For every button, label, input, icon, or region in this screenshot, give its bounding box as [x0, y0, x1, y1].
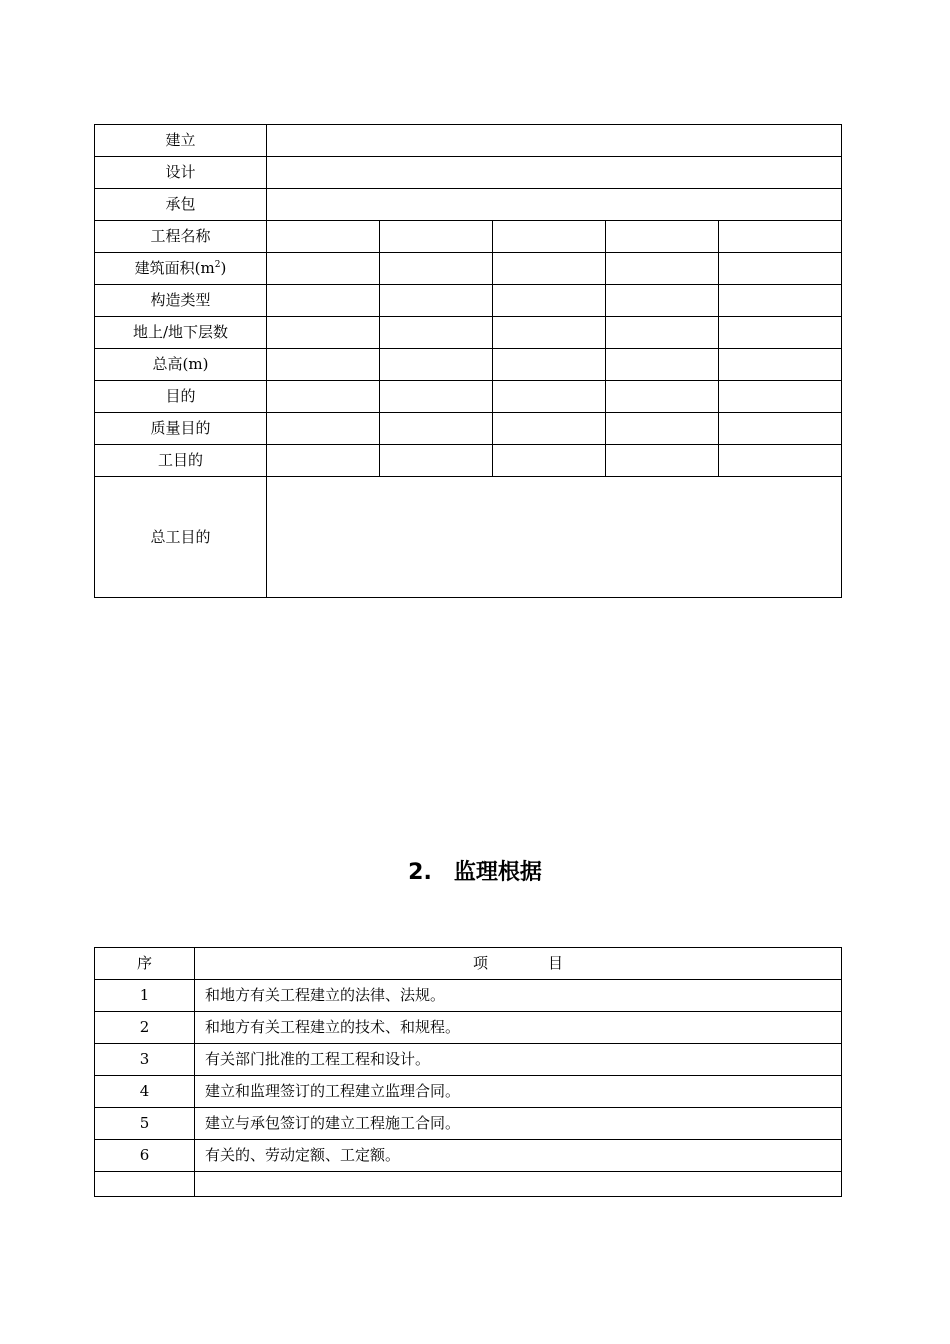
value-contractor[interactable]: [267, 189, 842, 221]
cell[interactable]: [493, 285, 606, 317]
cell[interactable]: [719, 349, 842, 381]
table-row: [95, 1140, 842, 1172]
cell[interactable]: [380, 445, 493, 477]
cell[interactable]: [493, 445, 606, 477]
cell[interactable]: [606, 445, 719, 477]
floor-area-suffix: ): [220, 259, 227, 277]
cell[interactable]: [719, 445, 842, 477]
row-client: [95, 125, 842, 157]
cell[interactable]: [606, 253, 719, 285]
row-design: [95, 157, 842, 189]
cell[interactable]: [493, 413, 606, 445]
floor-area-sup: 2: [214, 260, 221, 270]
cell[interactable]: [493, 349, 606, 381]
row-structure-type: [95, 285, 842, 317]
row-seq: 4: [95, 1076, 195, 1108]
row-seq: 1: [95, 980, 195, 1012]
header-item-b: 目: [548, 954, 564, 972]
project-info-table: [94, 124, 842, 598]
cell[interactable]: [719, 381, 842, 413]
label-overall-schedule-target: 总工目的: [95, 477, 267, 598]
label-target: 目的: [95, 381, 267, 413]
table-row: [95, 1012, 842, 1044]
label-total-height: 总高(m): [95, 349, 267, 381]
cell[interactable]: [380, 317, 493, 349]
cell[interactable]: [267, 445, 380, 477]
label-floors: 地上/地下层数: [95, 317, 267, 349]
row-total-height: [95, 349, 842, 381]
floor-area-text: 建筑面积(m: [134, 259, 215, 277]
row-text: 和地方有关工程建立的法律、法规。: [195, 980, 842, 1012]
row-overall-schedule-target: [95, 477, 842, 598]
cell[interactable]: [719, 413, 842, 445]
cell[interactable]: [719, 253, 842, 285]
cell[interactable]: [380, 349, 493, 381]
header-seq: 序: [95, 948, 195, 980]
header-item-a: 项: [472, 954, 488, 972]
cell[interactable]: [493, 253, 606, 285]
label-quality-target: 质量目的: [95, 413, 267, 445]
label-floor-area: [95, 253, 267, 285]
table-row: [95, 1044, 842, 1076]
cell[interactable]: [267, 285, 380, 317]
section-title: 监理根据: [453, 860, 542, 885]
table-row: [95, 1108, 842, 1140]
label-contractor: 承包: [95, 189, 267, 221]
cell[interactable]: [606, 349, 719, 381]
row-floor-area: [95, 253, 842, 285]
cell[interactable]: [606, 317, 719, 349]
row-text: 有关部门批准的工程工程和设计。: [195, 1044, 842, 1076]
cell[interactable]: [267, 253, 380, 285]
label-client: 建立: [95, 125, 267, 157]
row-text: 建立和监理签订的工程建立监理合同。: [195, 1076, 842, 1108]
cell[interactable]: [267, 349, 380, 381]
table-header-row: [95, 948, 842, 980]
cell[interactable]: [719, 221, 842, 253]
cell[interactable]: [380, 285, 493, 317]
cell[interactable]: [493, 317, 606, 349]
cell[interactable]: [380, 221, 493, 253]
row-schedule-target: [95, 445, 842, 477]
cell[interactable]: [380, 381, 493, 413]
cell[interactable]: [267, 221, 380, 253]
table-row: [95, 980, 842, 1012]
row-text: 有关的、劳动定额、工定额。: [195, 1140, 842, 1172]
cell[interactable]: [380, 413, 493, 445]
row-contractor: [95, 189, 842, 221]
row-text-empty[interactable]: [195, 1172, 842, 1197]
supervision-basis-table: [94, 947, 842, 1197]
label-design: 设计: [95, 157, 267, 189]
cell[interactable]: [606, 221, 719, 253]
cell[interactable]: [267, 381, 380, 413]
section-heading: [0, 858, 950, 888]
row-seq: 3: [95, 1044, 195, 1076]
table-row-empty: [95, 1172, 842, 1197]
row-seq: 2: [95, 1012, 195, 1044]
row-floors: [95, 317, 842, 349]
row-target: [95, 381, 842, 413]
cell[interactable]: [493, 221, 606, 253]
label-structure-type: 构造类型: [95, 285, 267, 317]
label-schedule-target: 工目的: [95, 445, 267, 477]
cell[interactable]: [380, 253, 493, 285]
row-seq-empty[interactable]: [95, 1172, 195, 1197]
cell[interactable]: [267, 317, 380, 349]
row-quality-target: [95, 413, 842, 445]
value-client[interactable]: [267, 125, 842, 157]
section-number: 2.: [408, 860, 432, 885]
row-seq: 6: [95, 1140, 195, 1172]
row-text: 建立与承包签订的建立工程施工合同。: [195, 1108, 842, 1140]
label-project-name: 工程名称: [95, 221, 267, 253]
cell[interactable]: [267, 413, 380, 445]
cell[interactable]: [606, 285, 719, 317]
header-item: [195, 948, 842, 980]
value-overall-schedule-target[interactable]: [267, 477, 842, 598]
row-seq: 5: [95, 1108, 195, 1140]
cell[interactable]: [606, 413, 719, 445]
cell[interactable]: [493, 381, 606, 413]
row-text: 和地方有关工程建立的技术、和规程。: [195, 1012, 842, 1044]
table-row: [95, 1076, 842, 1108]
cell[interactable]: [606, 381, 719, 413]
row-project-name: [95, 221, 842, 253]
cell[interactable]: [719, 317, 842, 349]
cell[interactable]: [719, 285, 842, 317]
value-design[interactable]: [267, 157, 842, 189]
